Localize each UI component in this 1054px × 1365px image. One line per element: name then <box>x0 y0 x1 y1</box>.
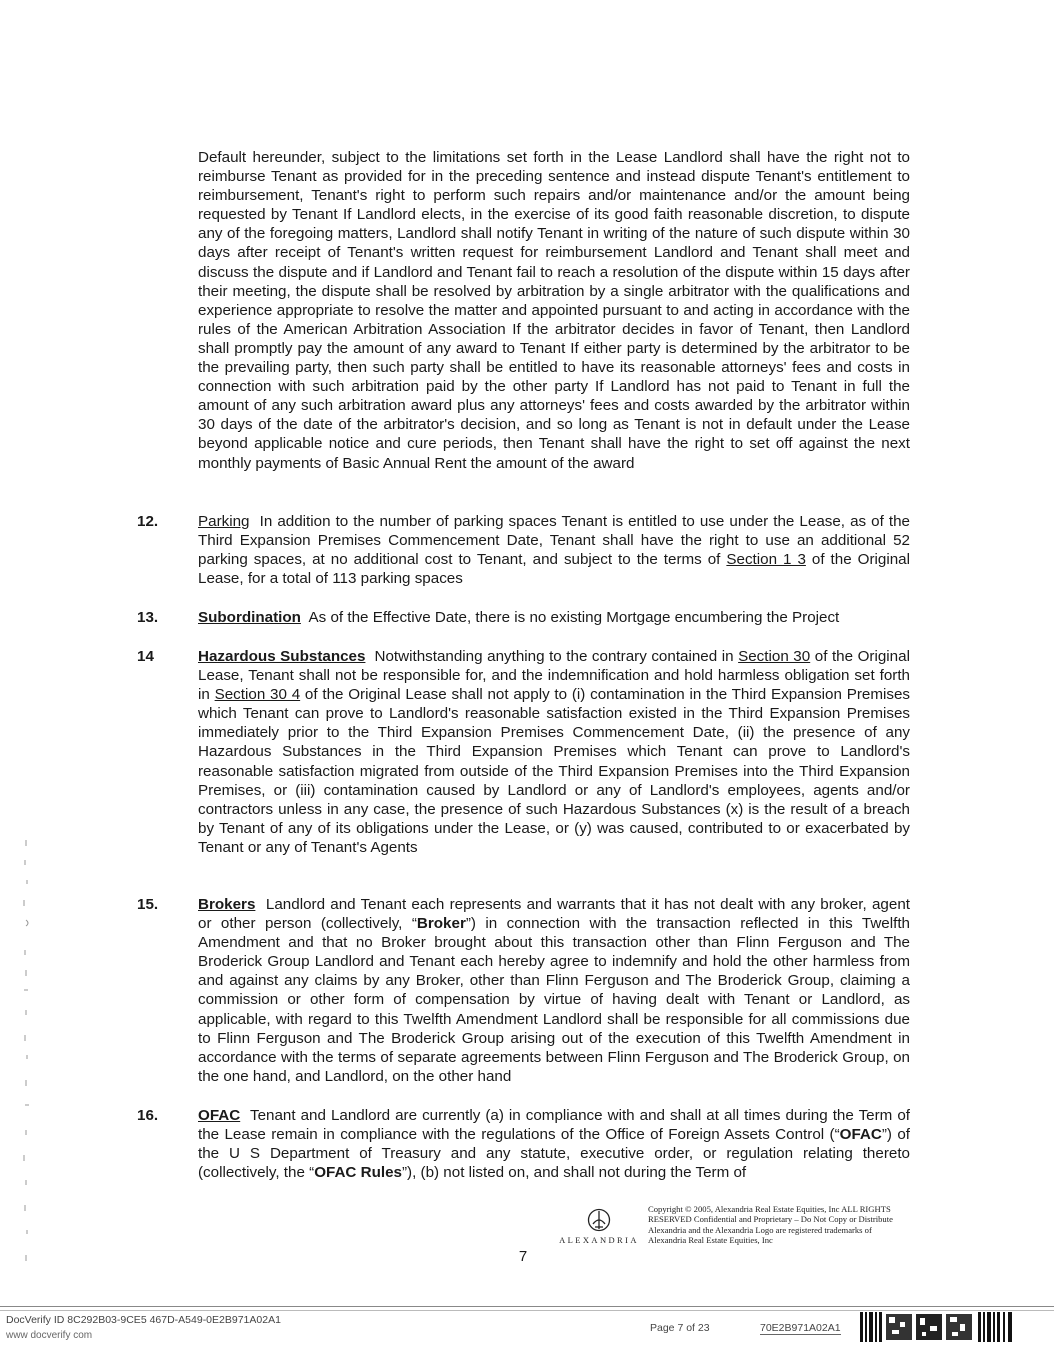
section-number: 13. <box>137 609 159 626</box>
section-heading: Parking <box>198 513 250 530</box>
footer-page-label: Page 7 of 23 <box>650 1322 710 1334</box>
copyright-notice: Copyright © 2005, Alexandria Real Estate Equities, Inc ALL RIGHTS RESERVED Confidential and Proprietary – Do Not Copy or Distribute Alexandria and the Alexandria Logo are registered trademarks of Alexandria Real Estate Equities, Inc <box>648 1204 893 1246</box>
section-number: 16. <box>137 1107 159 1124</box>
section-number: 15. <box>137 896 159 913</box>
section-body: Brokers Landlord and Tenant each represents and warrants that it has not dealt with any broker, agent or other person (collectively, “Broker”) in connection with the transaction reflected in this Twelfth Amendment and that no Broker brought about this transaction other than Flinn Ferguson and The Broderick Group Landlord and Tenant each hereby agree to indemnify and hold the other harmless from and against any claims by any Broker, other than Flinn Ferguson and The Broderick Group, claiming a commission or other form of compensation by virtue of having dealt with Tenant or Landlord, as applicable, with regard to this Twelfth Amendment Landlord shall be responsible for all commissions due to Flinn Ferguson and The Broderick Group arising out of the execution of this Twelfth Amendment in accordance with the terms of separate agreements between Flinn Ferguson and The Broderick Group, on the one hand, and Landlord, on the other hand <box>198 896 910 1085</box>
section-heading: OFAC <box>198 1107 241 1124</box>
footer-divider <box>0 1306 1054 1307</box>
alexandria-logo <box>556 1208 642 1245</box>
defined-term: OFAC <box>839 1126 882 1144</box>
page-number: 7 <box>518 1248 528 1265</box>
continued-paragraph: Default hereunder, subject to the limitations set forth in the Lease Landlord shall have the right not to reimburse Tenant as provided for in the preceding sentence and instead dispute Tenant's entitlement to reimbursement, Tenant's right to perform such repairs and/or maintenance and/or the amount being requested by Tenant If Landlord elects, in the exercise of its good faith reasonable discretion, to dispute any of the foregoing matters, Landlord shall notify Tenant in writing of the nature of such dispute within 30 days after receipt of Tenant's written request for reimbursement Landlord and Tenant shall meet and discuss the dispute and if Landlord and Tenant fail to reach a resolution of the dispute within 15 days after their meeting, the dispute shall be resolved by arbitration by a single arbitrator with the qualifications and experience appropriate to resolve the matter and appointed pursuant to and acting in accordance with the rules of the American Arbitration Association If the arbitrator decides in favor of Tenant, then Landlord shall promptly pay the amount of any award to Tenant If either party is determined by the arbitrator to be the prevailing party, then such party shall be entitled to have its reasonable attorneys' fees and costs in connection with such arbitration paid by the other party If Landlord has not paid to Tenant in full the amount of any such arbitration award plus any attorneys' fees and costs awarded by the arbitrator within 30 days of the date of the arbitrator's decision, and so long as Tenant is not in default under the Lease beyond applicable notice and cure periods, then Tenant shall have the right to set off against the next monthly payments of Basic Annual Rent the amount of the award <box>198 149 910 472</box>
section-number: 12. <box>137 513 159 530</box>
section-reference: Section 1 3 <box>726 551 806 569</box>
margin-scan-marks <box>16 840 34 1280</box>
defined-term: OFAC Rules <box>314 1164 402 1182</box>
section-reference: Section 30 4 <box>214 686 301 704</box>
section-body: Subordination As of the Effective Date, there is no existing Mortgage encumbering the Project <box>198 609 840 626</box>
section-body: OFAC Tenant and Landlord are currently (a) in compliance with and shall at all times during the Term of the Lease remain in compliance with the regulations of the Office of Foreign Assets Control (“OFAC”) of the U S Department of Treasury and any statute, executive order, or regulation relating thereto (collectively, the “OFAC Rules”), (b) not listed on, and shall not during the Term of <box>198 1107 910 1182</box>
section-body: Parking In addition to the number of parking spaces Tenant is entitled to use under the Lease, as of the Third Expansion Premises Commencement Date, Tenant shall have the right to use an additional 52 parking spaces, at no additional cost to Tenant, and subject to the terms of Section 1 3 of the Original Lease, for a total of 113 parking spaces <box>198 513 910 588</box>
section-heading: Hazardous Substances <box>198 648 366 665</box>
defined-term: Broker <box>416 915 466 933</box>
docverify-id: DocVerify ID 8C292B03-9CE5 467D-A549-0E2B971A02A1 <box>6 1314 281 1326</box>
footer-divider <box>0 1310 1054 1311</box>
alexandria-logo-icon <box>587 1208 611 1232</box>
logo-wordmark: ALEXANDRIA <box>559 1235 639 1245</box>
section-heading: Brokers <box>198 896 256 913</box>
footer-document-code: 70E2B971A02A1 <box>760 1322 841 1334</box>
docverify-url: www docverify com <box>6 1330 93 1341</box>
section-heading: Subordination <box>198 609 301 626</box>
section-body: Hazardous Substances Notwithstanding anything to the contrary contained in Section 30 of the Original Lease, Tenant shall not be responsible for, and the indemnification and hold harmless obligation set forth in Section 30 4 of the Original Lease shall not apply to (i) contamination in the Third Expansion Premises which Tenant can prove to Landlord's reasonable satisfaction existed in the Third Expansion Premises immediately prior to the Third Expansion Premises Commencement Date, (ii) the presence of any Hazardous Substances in the Third Expansion Premises which Tenant can prove to Landlord's reasonable satisfaction migrated from outside of the Third Expansion Premises into the Third Expansion Premises, or (iii) contamination caused by Landlord or any of Landlord's employees, agents and/or contractors unless in any case, the presence of such Hazardous Substances (x) is the result of a breach by Tenant of any of its obligations under the Lease, or (y) was caused, contributed to or exacerbated by Tenant or any of Tenant's Agents <box>198 648 910 856</box>
section-number: 14 <box>137 648 154 665</box>
barcode-icon <box>860 1312 1020 1342</box>
section-reference: Section 30 <box>738 648 811 665</box>
